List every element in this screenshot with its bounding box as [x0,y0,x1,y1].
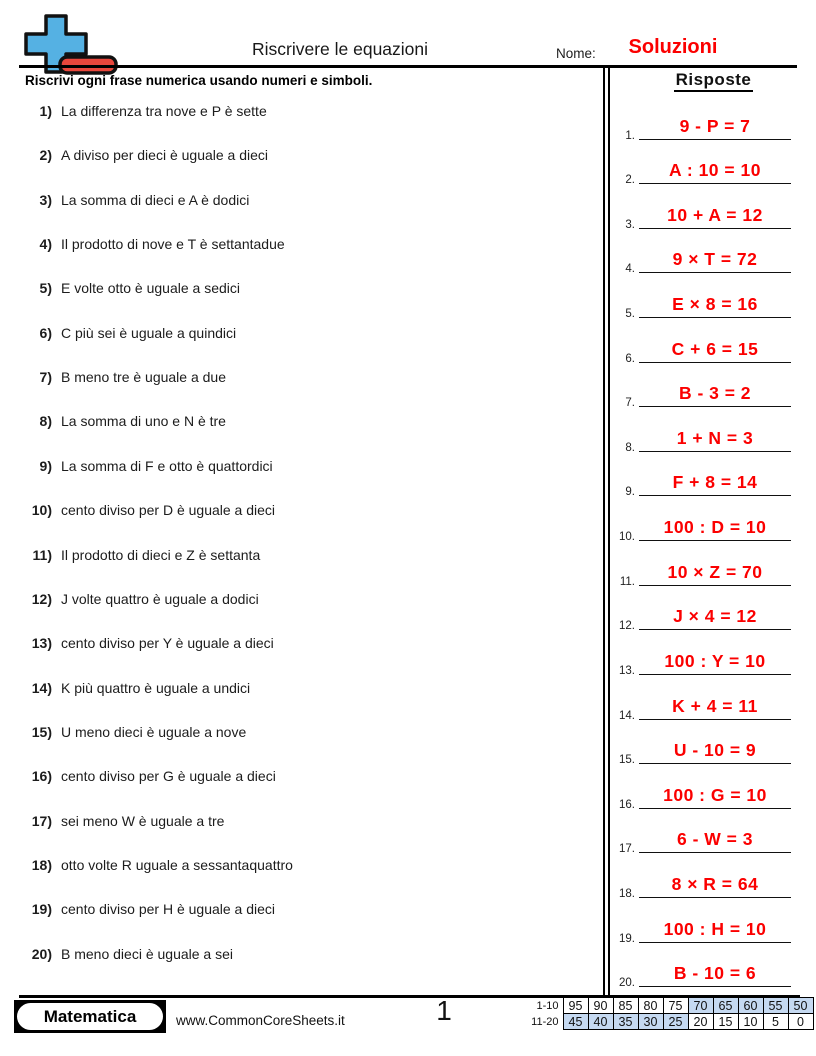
answer-blank-line [639,495,791,496]
problem-row [20,946,590,962]
answer-row [610,590,797,636]
answer-row [610,456,797,502]
answer-text: 9 - P = 7 [679,115,751,136]
grade-cell: 80 [638,998,663,1014]
problem-row [20,547,590,563]
answer-number: 6. [625,352,635,365]
answer-blank-line [639,317,791,318]
grade-cell: 10 [738,1014,763,1030]
grade-cell: 5 [763,1014,788,1030]
answer-number: 13. [619,664,635,677]
subject-badge [14,1000,166,1033]
answer-number: 11. [619,575,635,588]
problem-text: La somma di F e otto è quattordici [61,457,273,474]
answer-text: 8 × R = 64 [671,874,759,895]
problem-number: 10) [31,502,52,519]
answer-blank-line [639,674,791,675]
answer-number: 9. [625,486,635,499]
answer-text: 100 : H = 10 [663,918,767,939]
grade-cell: 65 [713,998,738,1014]
page-number: 1 [436,995,452,1026]
page-title: Riscrivere le equazioni [251,39,429,59]
problem-row [20,280,590,296]
problem-number: 13) [31,635,52,652]
answer-blank-line [639,228,791,229]
grade-row-label: 11-20 [531,1015,559,1028]
grade-cell: 40 [588,1014,613,1030]
problem-row [20,192,590,208]
problem-number: 12) [31,590,52,607]
answer-row [610,412,797,458]
instruction-text: Riscrivi ogni frase numerica usando numeri e simboli. [25,73,373,88]
problem-row [20,857,590,873]
answer-number: 15. [619,754,635,767]
problem-row [20,591,590,607]
problem-row [20,458,590,474]
answer-row [610,278,797,324]
problem-row [20,635,590,651]
problem-text: La differenza tra nove e P è sette [61,103,267,119]
answer-row [610,233,797,279]
problem-text: B meno dieci è uguale a sei [61,945,233,962]
problem-text: cento diviso per D è uguale a dieci [61,502,276,519]
problem-row [20,236,590,252]
answer-number: 3. [625,218,635,231]
answer-row [610,367,797,413]
answer-blank-line [639,585,791,586]
answer-blank-line [639,808,791,809]
grade-cell: 90 [588,998,613,1014]
answer-text: 9 × T = 72 [672,249,758,270]
answer-blank-line [639,852,791,853]
answer-row [610,858,797,904]
answer-number: 20. [619,977,635,990]
answer-text: 6 - W = 3 [677,829,753,850]
answer-text: 100 : G = 10 [663,784,767,805]
grade-cell: 95 [563,998,588,1014]
problem-number: 5) [39,280,52,297]
grade-cell: 15 [713,1014,738,1030]
grade-cell: 30 [638,1014,663,1030]
answer-number: 16. [619,798,635,811]
problem-row [20,724,590,740]
answer-row [610,635,797,681]
grade-cell: 70 [688,998,713,1014]
problem-text: La somma di uno e N è tre [61,413,226,430]
answer-blank-line [639,139,791,140]
grade-cell: 75 [663,998,688,1014]
problem-text: Il prodotto di nove e T è settantadue [61,236,285,253]
problem-number: 9) [39,457,52,474]
problem-text: C più sei è uguale a quindici [61,324,237,341]
answer-row [610,903,797,949]
name-value-solutions: Soluzioni [628,36,718,58]
grade-cell: 0 [788,1014,813,1030]
answer-row [610,769,797,815]
website-url: www.CommonCoreSheets.it [176,1013,345,1028]
grade-row [531,998,813,1014]
answer-text: 100 : D = 10 [663,517,767,538]
header-rule [19,65,797,68]
answer-text: 100 : Y = 10 [664,650,766,671]
answer-row [610,100,797,146]
grade-cell: 35 [613,1014,638,1030]
answer-number: 18. [619,888,635,901]
answer-row [610,947,797,993]
problem-number: 6) [39,324,52,341]
answer-number: 4. [625,263,635,276]
answer-text: F + 8 = 14 [672,472,758,493]
problem-number: 15) [31,723,52,740]
answer-blank-line [639,451,791,452]
answer-number: 19. [619,932,635,945]
problem-number: 16) [31,768,52,785]
answer-row [610,189,797,235]
problem-text: J volte quattro è uguale a dodici [61,590,259,607]
problem-number: 11) [32,546,52,563]
answer-blank-line [639,942,791,943]
problem-text: U meno dieci è uguale a nove [61,723,247,740]
problem-text: K più quattro è uguale a undici [61,679,251,696]
answer-text: 10 + A = 12 [667,204,763,225]
column-divider [603,67,610,995]
answer-blank-line [639,406,791,407]
grade-row [531,1014,813,1030]
answer-blank-line [639,540,791,541]
problem-text: E volte otto è uguale a sedici [61,280,241,297]
answer-number: 10. [619,531,635,544]
problem-number: 17) [31,812,52,829]
answer-number: 1. [625,129,635,142]
grade-cell: 85 [613,998,638,1014]
answer-blank-line [639,183,791,184]
answer-text: A : 10 = 10 [669,160,761,181]
grade-cell: 50 [788,998,813,1014]
answer-row [610,680,797,726]
answers-heading: Risposte [630,70,797,90]
grade-cell: 20 [688,1014,713,1030]
problem-number: 2) [39,147,52,164]
answer-number: 12. [619,620,635,633]
answer-row [610,323,797,369]
answer-row [610,501,797,547]
problem-text: A diviso per dieci è uguale a dieci [61,147,269,164]
subject-badge-label: Matematica [17,1003,163,1030]
answer-row [610,144,797,190]
problem-number: 8) [39,413,52,430]
problem-row [20,813,590,829]
answer-number: 2. [625,174,635,187]
answer-blank-line [639,719,791,720]
grading-table [531,997,814,1030]
name-label: Nome: [556,46,596,61]
grade-cell: 60 [738,998,763,1014]
answer-row [610,724,797,770]
answer-text: 1 + N = 3 [676,427,754,448]
problem-text: cento diviso per H è uguale a dieci [61,901,276,918]
answer-row [610,813,797,859]
answer-text: E × 8 = 16 [672,293,758,314]
answer-text: J × 4 = 12 [673,606,757,627]
answer-blank-line [639,272,791,273]
problem-row [20,901,590,917]
problem-row [20,369,590,385]
grade-cell: 55 [763,998,788,1014]
problem-row [20,680,590,696]
problem-row [20,103,590,119]
problem-row [20,147,590,163]
grade-row-label: 1-10 [536,999,559,1012]
answer-blank-line [639,629,791,630]
problem-text: cento diviso per G è uguale a dieci [61,768,276,785]
grade-cell: 45 [563,1014,588,1030]
answer-number: 17. [619,843,635,856]
answer-text: B - 10 = 6 [673,963,757,984]
answer-text: U - 10 = 9 [673,740,757,761]
problem-text: sei meno W è uguale a tre [61,812,225,829]
answer-number: 5. [625,307,635,320]
problem-row [20,413,590,429]
problem-text: Il prodotto di dieci e Z è settanta [61,546,261,563]
problem-number: 18) [31,856,52,873]
problem-text: La somma di dieci e A è dodici [61,191,250,208]
problem-text: cento diviso per Y è uguale a dieci [61,635,274,652]
answer-blank-line [639,897,791,898]
problem-number: 14) [31,679,52,696]
problem-number: 3) [39,191,52,208]
problem-number: 4) [39,236,52,253]
answer-number: 7. [625,397,635,410]
answer-text: B - 3 = 2 [678,383,752,404]
grade-cell: 25 [663,1014,688,1030]
problem-text: otto volte R uguale a sessantaquattro [61,856,293,873]
problem-number: 7) [39,369,52,386]
problem-text: B meno tre è uguale a due [61,369,227,386]
answer-number: 14. [619,709,635,722]
answer-blank-line [639,362,791,363]
problem-number: 19) [31,901,52,918]
answer-blank-line [639,763,791,764]
answer-number: 8. [625,441,635,454]
problem-number: 20) [31,945,52,962]
problem-number: 1) [39,103,52,119]
answer-text: C + 6 = 15 [671,338,759,359]
answer-blank-line [639,986,791,987]
problem-row [20,768,590,784]
answer-text: 10 × Z = 70 [667,561,763,582]
problem-row [20,325,590,341]
plus-minus-logo-icon [20,12,118,78]
answer-row [610,546,797,592]
problem-row [20,502,590,518]
answer-text: K + 4 = 11 [672,695,758,716]
